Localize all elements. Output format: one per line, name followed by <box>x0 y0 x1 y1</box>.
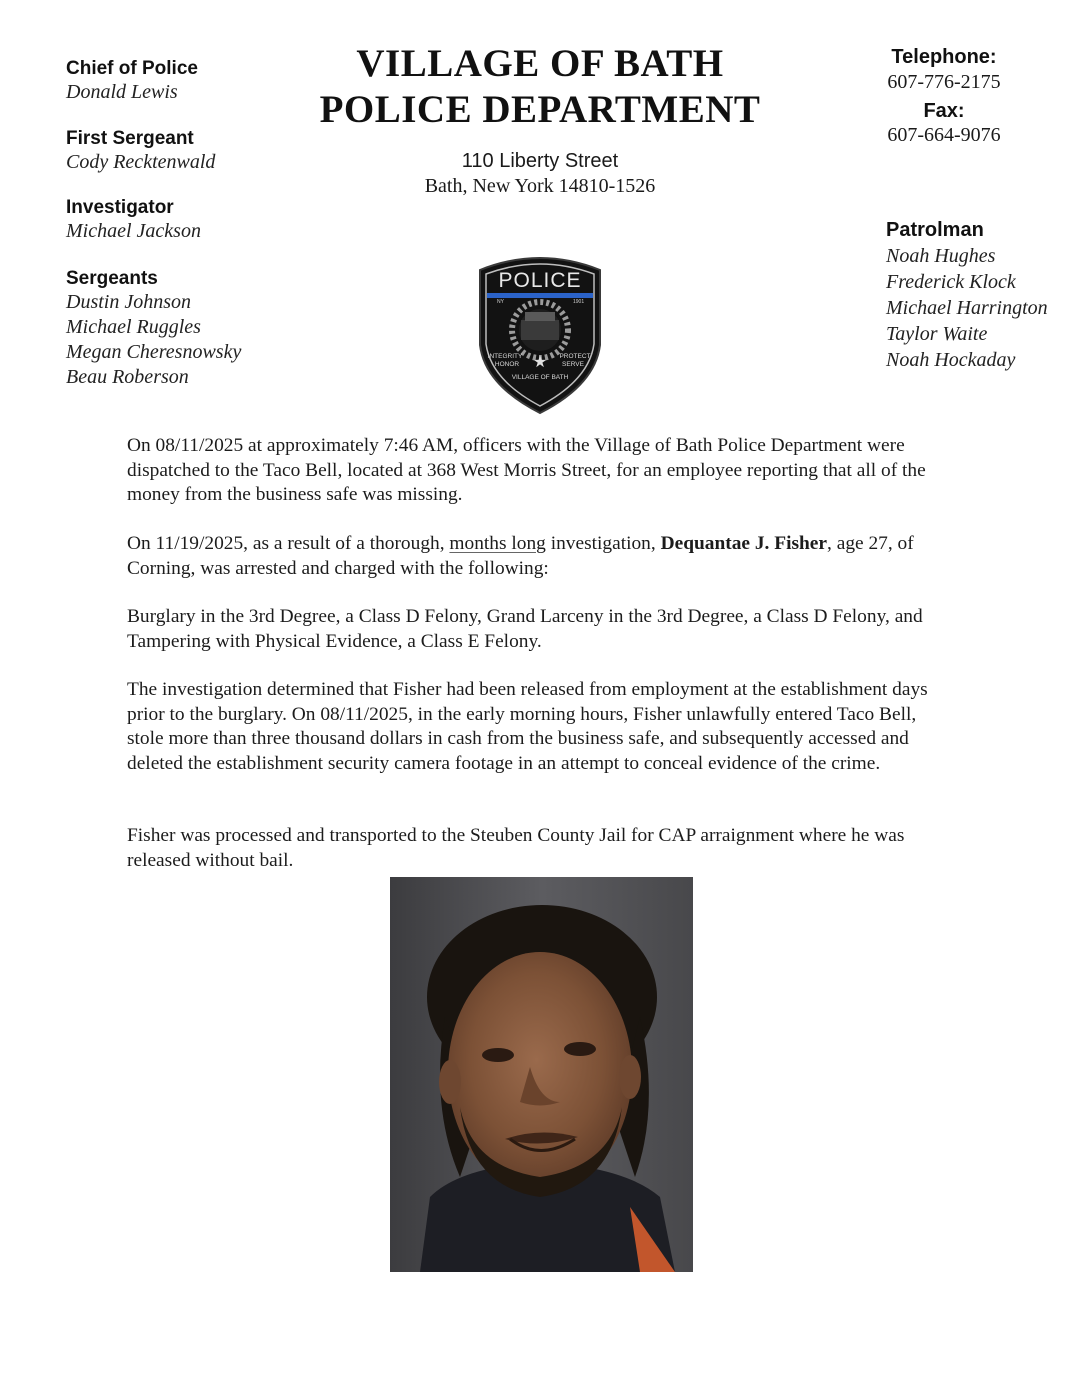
underlined-phrase: months long <box>449 533 546 554</box>
paragraph-charges: Burglary in the 3rd Degree, a Class D Felony, Grand Larceny in the 3rd Degree, a Class D Felony, and Tampering with Physical Evidence, a Class E Felony. <box>127 606 923 652</box>
department-title-line1: VILLAGE OF BATH <box>356 42 724 85</box>
sergeant-name: Megan Cheresnowsky <box>66 341 242 363</box>
arrest-text-b: investigation, <box>545 533 661 554</box>
badge-left-text: INTEGRITY <box>487 353 523 360</box>
patrolman-name: Taylor Waite <box>886 323 988 345</box>
suspect-name: Dequantae J. Fisher <box>660 533 828 554</box>
arrest-text-a: On 11/19/2025, as a result of a thorough, <box>127 533 450 554</box>
first-sergeant-name: Cody Recktenwald <box>66 151 216 173</box>
telephone-label: Telephone: <box>891 46 997 68</box>
department-title-line2: POLICE DEPARTMENT <box>319 88 761 131</box>
chief-label: Chief of Police <box>66 58 198 79</box>
investigator-name: Michael Jackson <box>66 220 201 242</box>
patrolman-name: Frederick Klock <box>886 271 1016 293</box>
paragraph-processing: Fisher was processed and transported to the Steuben County Jail for CAP arraignment where he was released without bail. <box>127 825 905 871</box>
patrolman-name: Michael Harrington <box>886 297 1048 319</box>
fax-number: 607-664-9076 <box>887 124 1001 146</box>
badge-bottom-text: VILLAGE OF BATH <box>511 374 569 381</box>
badge-top-text: POLICE <box>498 269 582 292</box>
star-icon: ★ <box>532 354 548 371</box>
patrolman-name: Noah Hughes <box>886 245 996 267</box>
investigator-label: Investigator <box>66 197 174 218</box>
patrolman-name: Noah Hockaday <box>886 349 1016 371</box>
patrolman-label: Patrolman <box>886 219 984 241</box>
paragraph-arrest <box>127 532 947 581</box>
arrest-text-c: , age 27, of Corning, was arrested and charged with the following: <box>127 533 914 579</box>
badge-left-text2: HONOR <box>494 361 520 368</box>
badge-est: 1901 <box>573 299 585 305</box>
telephone-number: 607-776-2175 <box>887 71 1001 93</box>
badge-ny: NY <box>497 299 504 305</box>
chief-name: Donald Lewis <box>66 81 178 103</box>
paragraph-dispatch: On 08/11/2025 at approximately 7:46 AM, officers with the Village of Bath Police Department were dispatched to the Taco Bell, located at 368 West Morris Street, for an employee reporting that all of the money from the business safe was missing. <box>127 435 926 505</box>
first-sergeant-label: First Sergeant <box>66 128 194 149</box>
badge-right-text2: SERVE <box>562 361 584 368</box>
fax-label: Fax: <box>923 100 965 122</box>
address-street: 110 Liberty Street <box>461 150 619 172</box>
badge-right-text: PROTECT <box>559 353 591 360</box>
sergeant-name: Michael Ruggles <box>66 316 201 338</box>
sergeant-name: Beau Roberson <box>66 366 189 388</box>
sergeant-name: Dustin Johnson <box>66 291 191 313</box>
police-badge-emblem <box>475 250 605 415</box>
paragraph-investigation: The investigation determined that Fisher had been released from employment at the establishment days prior to the burglary. On 08/11/2025, in the early morning hours, Fisher unlawfully entered Taco Bell, stole more than three thousand dollars in cash from the business safe, and subsequently accessed and deleted the establishment security camera footage in an attempt to conceal evidence of the crime. <box>127 679 928 774</box>
sergeants-label: Sergeants <box>66 268 158 289</box>
address-city: Bath, New York 14810-1526 <box>424 175 656 197</box>
suspect-mugshot-photo <box>390 877 693 1272</box>
